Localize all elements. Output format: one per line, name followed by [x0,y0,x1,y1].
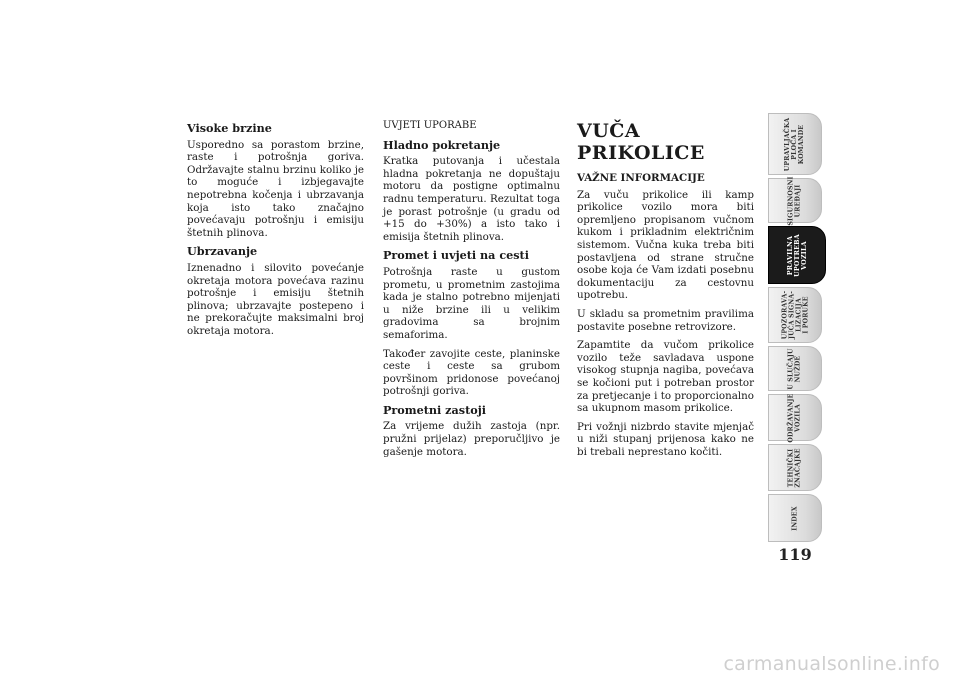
tab-label: TEHNIČKI ZNAČAJKE [787,447,802,488]
tab-label: U SLUČAJU NUŽDE [788,347,802,390]
tab-index[interactable] [768,494,822,542]
paragraph-acceleration: Iznenadno i silovito povećanje okretaja motora povećava razinu potrošnje i emisiju štetnih plinova; ubrzavajte postepeno i ne prekoračujte maksimalni broj okretaja motora. [187,261,364,337]
tab-label: SIGURNOSNI UREĐAJI [788,175,802,226]
paragraph-traffic-2: Također zavojite ceste, planinske ceste i ceste sa grubom površinom pridonose povećanoj potrošnji goriva. [383,347,560,398]
paragraph-towing-4: Pri vožnji nizbrdo stavite mjenjač u niži stupanj prijenosa kako ne bi trebali neprestano kočiti. [577,420,754,458]
tab-dashboard-controls[interactable] [768,113,822,175]
heading-acceleration: Ubrzavanje [187,244,258,259]
paragraph-towing-2: U skladu sa prometnim pravilima postavite posebne retrovizore. [577,307,754,333]
tab-safety-devices[interactable] [768,175,822,226]
watermark: carmanualsonline.info [723,653,940,675]
heading-cold-start: Hladno pokretanje [383,137,501,152]
tab-label: UPRAVLJAČKA PLOČA I KOMANDE [784,117,806,171]
tab-label: UPOZORAVA- JUĆA SIGNA- LIZACIJA I PORUKE [781,290,809,340]
section-title-conditions: UVJETI UPORABE [383,120,477,131]
tab-correct-use[interactable] [768,226,826,284]
heading-high-speeds: Visoke brzine [187,121,272,135]
section-title-towing: VUČA PRIKOLICE [577,120,705,164]
paragraph-traffic-jams: Za vrijeme dužih zastoja (npr. pružni prijelaz) preporučljivo je gašenje motora. [383,420,560,458]
tab-maintenance[interactable] [768,394,822,441]
paragraph-towing-3: Zapamtite da vučom prikolice vozilo teže savladava uspone visokog stupnja nagiba, povećava se kočioni put i potreban prostor za pretjecanje i to proporcionalno sa ukupnom masom prikolice. [577,339,754,415]
paragraph-high-speeds: Usporedno sa porastom brzine, raste i potrošnja goriva. Održavajte stalnu brzinu koliko je to moguće i izbjegavajte nepotrebna kočenja i ubrzavanja koja isto tako značajno povećavaju potrošnju i emisiju štetnih plinova. [187,138,364,239]
paragraph-traffic-1: Potrošnja raste u gustom prometu, u prometnim zastojima kada je stalno potrebno mijenjati u niže brzine ili u velikim gradovima sa brojnim semaforima. [383,265,560,341]
tab-emergency[interactable] [768,346,822,391]
tab-warnings-messages[interactable] [768,287,822,343]
paragraph-towing-1: Za vuču prikolice ili kamp prikolice vozilo mora biti opremljeno propisanom vučnom kukom i prikladnim električnim sistemom. Vučna kuka treba biti postavljena od strane stručne osobe koja će Vam izdati posebnu dokumentaciju za cestovnu upotrebu. [577,188,754,302]
tab-technical-specs[interactable] [768,444,822,491]
tab-label: PRAVILNA UPOTREBA VOZILA [785,233,808,277]
heading-traffic-road: Promet i uvjeti na cesti [383,248,529,263]
paragraph-cold-start: Kratka putovanja i učestala hladna pokretanja ne dopuštaju motoru da postigne optimalnu radnu temperaturu. Rezultat toga je porast potrošnje (u gradu od +15 do +30%) a isto tako i emisija štetnih plinova. [383,155,560,243]
column-left [187,120,364,344]
tab-label: ODRŽAVANJE VOZILA [788,392,802,443]
column-right [577,120,754,464]
tab-label: INDEX [791,505,799,531]
page-number: 119 [778,545,812,564]
column-middle [383,120,560,464]
heading-traffic-jams: Prometni zastoji [383,402,486,417]
subtitle-important-info: VAŽNE INFORMACIJE [577,172,705,184]
